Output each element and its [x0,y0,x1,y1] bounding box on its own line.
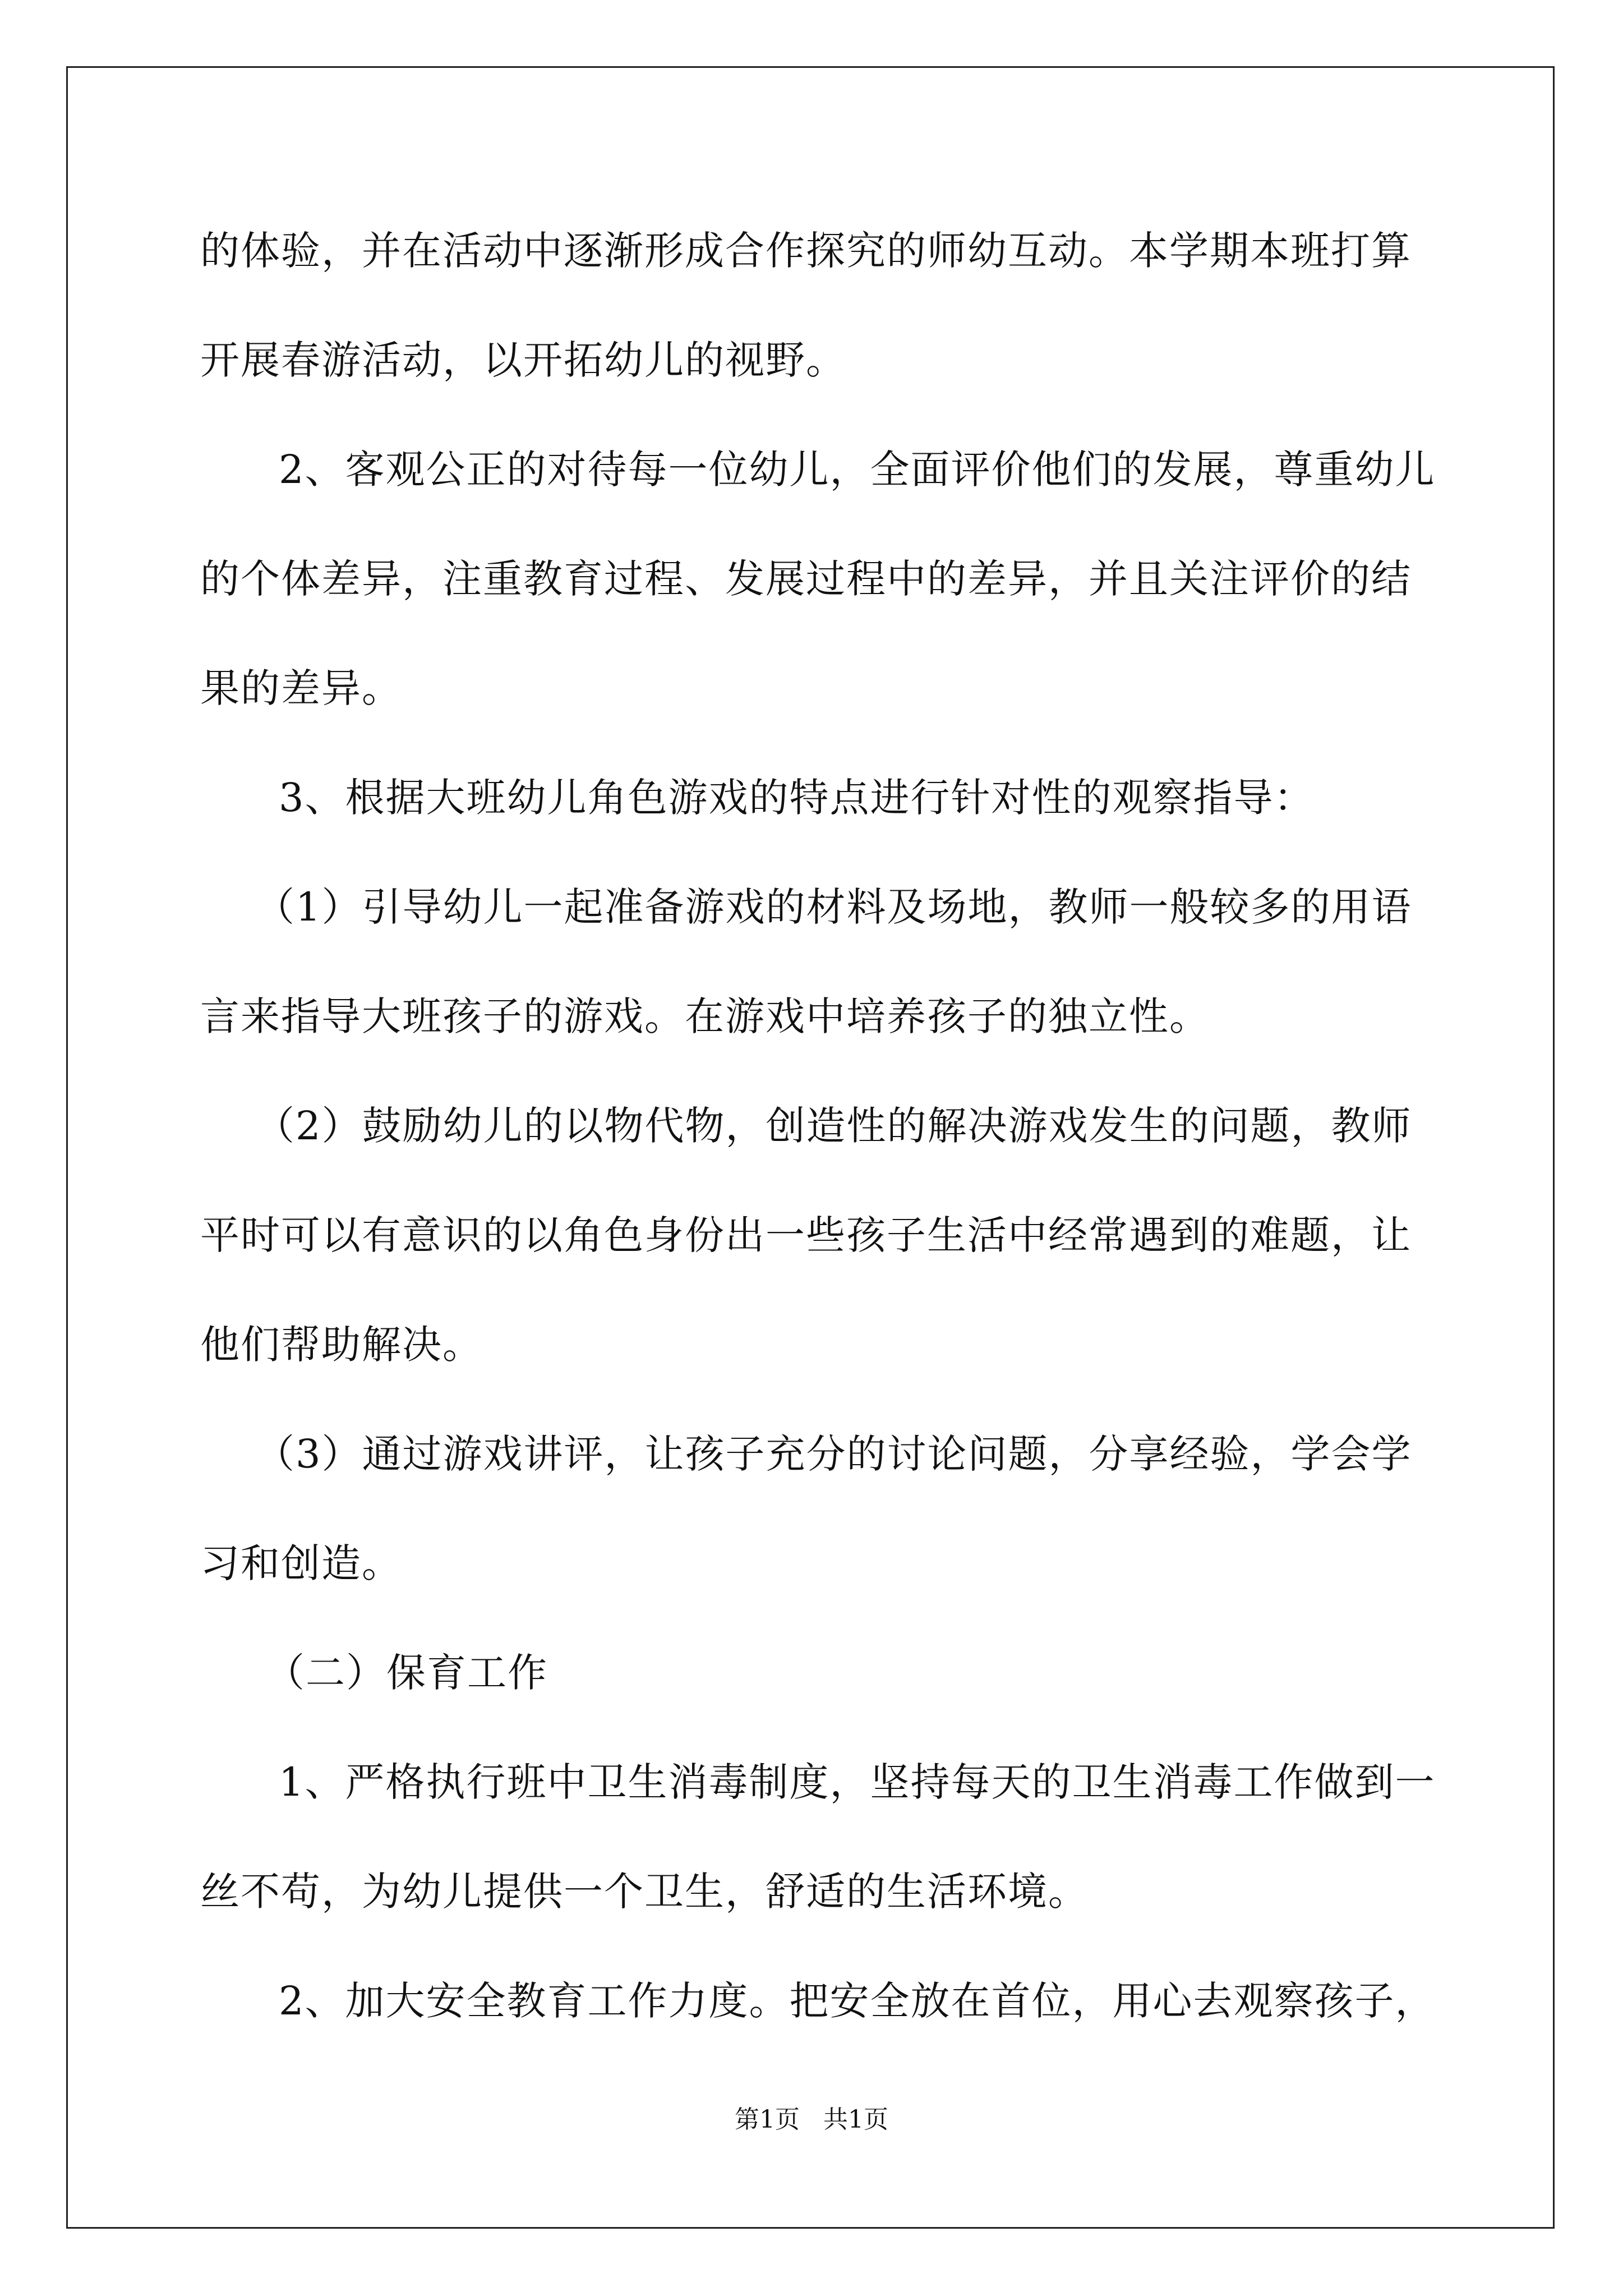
text-line: 的体验，并在活动中逐渐形成合作探究的师幼互动。本学期本班打算 [200,228,1412,274]
page-number-footer: 第1页 共1页 [735,2105,888,2134]
text-line: （2）鼓励幼儿的以物代物，创造性的解决游戏发生的问题，教师 [255,1103,1412,1149]
text-line: 3、根据大班幼儿角色游戏的特点进行针对性的观察指导： [279,775,1315,821]
text-line: 习和创造。 [200,1540,402,1586]
text-line: 1、严格执行班中卫生消毒制度，坚持每天的卫生消毒工作做到一 [279,1759,1436,1805]
section-heading: （二）保育工作 [265,1650,548,1696]
text-line: 的个体差异，注重教育过程、发展过程中的差异，并且关注评价的结 [200,556,1412,602]
text-line: 开展春游活动，以开拓幼儿的视野。 [200,337,846,383]
text-line: （3）通过游戏讲评，让孩子充分的讨论问题，分享经验，学会学 [255,1431,1412,1477]
text-line: 丝不苟，为幼儿提供一个卫生，舒适的生活环境。 [200,1869,1089,1915]
text-line: 果的差异。 [200,665,402,711]
text-line: 2、加大安全教育工作力度。把安全放在首位，用心去观察孩子， [279,1978,1436,2024]
text-line: 2、客观公正的对待每一位幼儿，全面评价他们的发展，尊重幼儿 [279,447,1436,493]
text-line: （1）引导幼儿一起准备游戏的材料及场地，教师一般较多的用语 [255,884,1412,930]
text-line: 他们帮助解决。 [200,1322,483,1368]
text-line: 言来指导大班孩子的游戏。在游戏中培养孩子的独立性。 [200,993,1210,1039]
text-line: 平时可以有意识的以角色身份出一些孩子生活中经常遇到的难题，让 [200,1212,1412,1258]
